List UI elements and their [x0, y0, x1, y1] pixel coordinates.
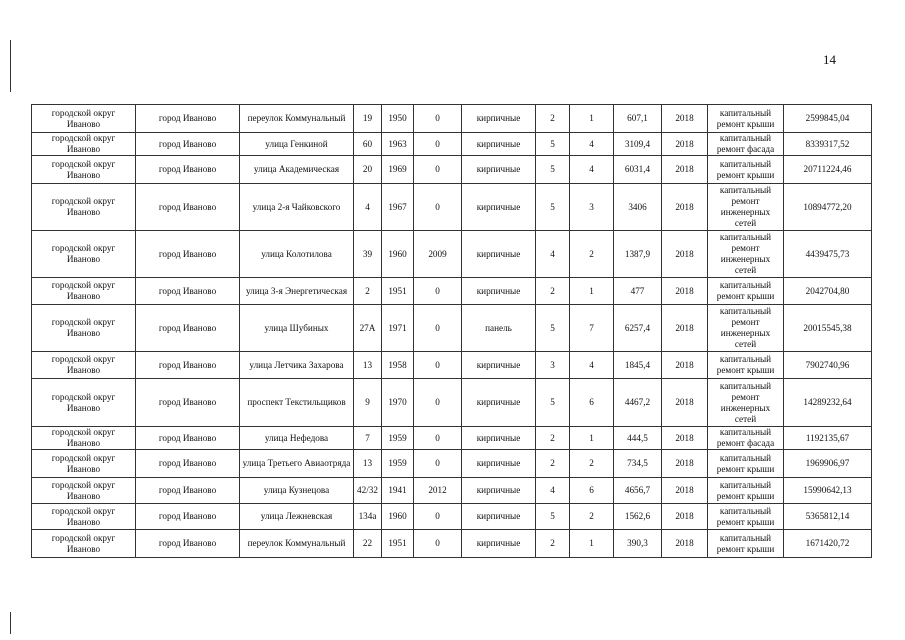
cell-district: городской округ Иваново: [32, 105, 136, 133]
cell-house-number: 22: [354, 530, 382, 558]
cell-wall-material: кирпичные: [462, 530, 536, 558]
cell-entrances: 1: [570, 105, 614, 133]
cell-repair-year: 2018: [662, 504, 708, 530]
cell-area: 477: [614, 278, 662, 305]
cell-reconstruction-year: 0: [414, 278, 462, 305]
cell-cost: 15990642,13: [784, 478, 872, 504]
table-row: [32, 352, 872, 379]
cell-city: город Иваново: [136, 133, 240, 156]
cell-reconstruction-year: 0: [414, 184, 462, 231]
cell-area: 4467,2: [614, 379, 662, 427]
cell-reconstruction-year: 0: [414, 156, 462, 184]
cell-city: город Иваново: [136, 305, 240, 352]
cell-cost: 1192135,67: [784, 427, 872, 450]
cell-district: городской округ Иваново: [32, 305, 136, 352]
cell-reconstruction-year: 0: [414, 427, 462, 450]
cell-city: город Иваново: [136, 504, 240, 530]
cell-repair-type: капитальный ремонт крыши: [708, 156, 784, 184]
cell-built-year: 1969: [382, 156, 414, 184]
cell-repair-type: капитальный ремонт крыши: [708, 478, 784, 504]
cell-entrances: 4: [570, 352, 614, 379]
cell-district: городской округ Иваново: [32, 278, 136, 305]
cell-entrances: 7: [570, 305, 614, 352]
cell-entrances: 6: [570, 379, 614, 427]
cell-house-number: 42/32: [354, 478, 382, 504]
cell-area: 1387,9: [614, 231, 662, 278]
cell-street: улица Кузнецова: [240, 478, 354, 504]
cell-entrances: 2: [570, 504, 614, 530]
cell-house-number: 13: [354, 450, 382, 478]
cell-area: 3406: [614, 184, 662, 231]
cell-cost: 8339317,52: [784, 133, 872, 156]
table-row: [32, 379, 872, 427]
cell-cost: 2042704,80: [784, 278, 872, 305]
table-row: [32, 450, 872, 478]
cell-district: городской округ Иваново: [32, 379, 136, 427]
table-body: [32, 105, 872, 558]
cell-street: улица 3-я Энергетическая: [240, 278, 354, 305]
cell-built-year: 1960: [382, 231, 414, 278]
cell-house-number: 27А: [354, 305, 382, 352]
cell-house-number: 20: [354, 156, 382, 184]
cell-area: 444,5: [614, 427, 662, 450]
cell-street: улица Третьего Авиаотряда: [240, 450, 354, 478]
cell-area: 390,3: [614, 530, 662, 558]
cell-district: городской округ Иваново: [32, 427, 136, 450]
cell-street: улица Колотилова: [240, 231, 354, 278]
cell-house-number: 39: [354, 231, 382, 278]
cell-built-year: 1970: [382, 379, 414, 427]
cell-city: город Иваново: [136, 427, 240, 450]
cell-wall-material: панель: [462, 305, 536, 352]
cell-repair-year: 2018: [662, 231, 708, 278]
table-row: [32, 504, 872, 530]
cell-city: город Иваново: [136, 278, 240, 305]
cell-cost: 14289232,64: [784, 379, 872, 427]
cell-wall-material: кирпичные: [462, 278, 536, 305]
cell-built-year: 1960: [382, 504, 414, 530]
cell-repair-year: 2018: [662, 450, 708, 478]
cell-district: городской округ Иваново: [32, 184, 136, 231]
cell-wall-material: кирпичные: [462, 379, 536, 427]
cell-street: переулок Коммунальный: [240, 530, 354, 558]
cell-floors: 3: [536, 352, 570, 379]
table-row: [32, 184, 872, 231]
cell-wall-material: кирпичные: [462, 156, 536, 184]
cell-repair-type: капитальный ремонт крыши: [708, 278, 784, 305]
cell-entrances: 1: [570, 530, 614, 558]
cell-built-year: 1963: [382, 133, 414, 156]
cell-entrances: 1: [570, 278, 614, 305]
table-row: [32, 305, 872, 352]
cell-house-number: 19: [354, 105, 382, 133]
cell-city: город Иваново: [136, 156, 240, 184]
cell-cost: 1969906,97: [784, 450, 872, 478]
cell-reconstruction-year: 0: [414, 305, 462, 352]
cell-floors: 2: [536, 427, 570, 450]
cell-repair-type: капитальный ремонт крыши: [708, 504, 784, 530]
cell-city: город Иваново: [136, 231, 240, 278]
cell-repair-type: капитальный ремонт крыши: [708, 450, 784, 478]
cell-floors: 4: [536, 478, 570, 504]
cell-street: улица Летчика Захарова: [240, 352, 354, 379]
cell-area: 1562,6: [614, 504, 662, 530]
cell-repair-type: капитальный ремонт инженерных сетей: [708, 231, 784, 278]
cell-reconstruction-year: 0: [414, 105, 462, 133]
cell-repair-year: 2018: [662, 278, 708, 305]
cell-built-year: 1951: [382, 530, 414, 558]
cell-city: город Иваново: [136, 478, 240, 504]
cell-repair-year: 2018: [662, 156, 708, 184]
cell-built-year: 1971: [382, 305, 414, 352]
cell-district: городской округ Иваново: [32, 133, 136, 156]
table-row: [32, 478, 872, 504]
cell-built-year: 1958: [382, 352, 414, 379]
cell-cost: 20711224,46: [784, 156, 872, 184]
cell-cost: 20015545,38: [784, 305, 872, 352]
cell-built-year: 1967: [382, 184, 414, 231]
cell-repair-year: 2018: [662, 478, 708, 504]
cell-wall-material: кирпичные: [462, 478, 536, 504]
cell-entrances: 4: [570, 133, 614, 156]
cell-floors: 5: [536, 305, 570, 352]
cell-wall-material: кирпичные: [462, 352, 536, 379]
cell-area: 6257,4: [614, 305, 662, 352]
page-number: 14: [823, 52, 836, 67]
cell-repair-year: 2018: [662, 379, 708, 427]
cell-floors: 2: [536, 450, 570, 478]
cell-wall-material: кирпичные: [462, 105, 536, 133]
cell-floors: 5: [536, 379, 570, 427]
cell-repair-year: 2018: [662, 133, 708, 156]
cell-house-number: 9: [354, 379, 382, 427]
cell-entrances: 4: [570, 156, 614, 184]
table-row: [32, 427, 872, 450]
cell-repair-type: капитальный ремонт инженерных сетей: [708, 305, 784, 352]
cell-cost: 7902740,96: [784, 352, 872, 379]
cell-area: 607,1: [614, 105, 662, 133]
cell-repair-type: капитальный ремонт крыши: [708, 105, 784, 133]
table-row: [32, 278, 872, 305]
cell-repair-year: 2018: [662, 305, 708, 352]
cell-reconstruction-year: 0: [414, 133, 462, 156]
cell-built-year: 1959: [382, 427, 414, 450]
cell-area: 1845,4: [614, 352, 662, 379]
cell-cost: 1671420,72: [784, 530, 872, 558]
cell-floors: 5: [536, 156, 570, 184]
cell-built-year: 1959: [382, 450, 414, 478]
scan-mark-top-left: [10, 40, 11, 92]
cell-repair-year: 2018: [662, 105, 708, 133]
cell-floors: 2: [536, 105, 570, 133]
cell-city: город Иваново: [136, 379, 240, 427]
cell-repair-year: 2018: [662, 352, 708, 379]
cell-repair-year: 2018: [662, 530, 708, 558]
cell-street: улица Академическая: [240, 156, 354, 184]
cell-house-number: 13: [354, 352, 382, 379]
cell-entrances: 2: [570, 231, 614, 278]
cell-reconstruction-year: 0: [414, 352, 462, 379]
cell-house-number: 4: [354, 184, 382, 231]
cell-entrances: 3: [570, 184, 614, 231]
cell-city: город Иваново: [136, 450, 240, 478]
cell-repair-type: капитальный ремонт крыши: [708, 352, 784, 379]
cell-wall-material: кирпичные: [462, 184, 536, 231]
cell-district: городской округ Иваново: [32, 156, 136, 184]
cell-reconstruction-year: 0: [414, 530, 462, 558]
cell-area: 3109,4: [614, 133, 662, 156]
cell-reconstruction-year: 2012: [414, 478, 462, 504]
cell-built-year: 1941: [382, 478, 414, 504]
cell-wall-material: кирпичные: [462, 504, 536, 530]
cell-cost: 5365812,14: [784, 504, 872, 530]
cell-street: улица 2-я Чайковского: [240, 184, 354, 231]
cell-built-year: 1950: [382, 105, 414, 133]
table-row: [32, 133, 872, 156]
cell-house-number: 134а: [354, 504, 382, 530]
cell-repair-type: капитальный ремонт инженерных сетей: [708, 184, 784, 231]
cell-wall-material: кирпичные: [462, 427, 536, 450]
cell-repair-type: капитальный ремонт крыши: [708, 530, 784, 558]
cell-city: город Иваново: [136, 530, 240, 558]
cell-district: городской округ Иваново: [32, 231, 136, 278]
cell-cost: 2599845,04: [784, 105, 872, 133]
cell-area: 734,5: [614, 450, 662, 478]
cell-floors: 5: [536, 184, 570, 231]
cell-house-number: 7: [354, 427, 382, 450]
cell-wall-material: кирпичные: [462, 133, 536, 156]
cell-repair-year: 2018: [662, 184, 708, 231]
cell-entrances: 6: [570, 478, 614, 504]
cell-floors: 2: [536, 278, 570, 305]
cell-city: город Иваново: [136, 352, 240, 379]
cell-floors: 5: [536, 504, 570, 530]
cell-repair-type: капитальный ремонт инженерных сетей: [708, 379, 784, 427]
cell-wall-material: кирпичные: [462, 450, 536, 478]
cell-repair-type: капитальный ремонт фасада: [708, 427, 784, 450]
cell-district: городской округ Иваново: [32, 530, 136, 558]
cell-repair-year: 2018: [662, 427, 708, 450]
cell-reconstruction-year: 0: [414, 504, 462, 530]
cell-street: улица Нефедова: [240, 427, 354, 450]
cell-entrances: 2: [570, 450, 614, 478]
cell-floors: 2: [536, 530, 570, 558]
cell-district: городской округ Иваново: [32, 478, 136, 504]
cell-area: 6031,4: [614, 156, 662, 184]
cell-reconstruction-year: 0: [414, 450, 462, 478]
table-row: [32, 156, 872, 184]
cell-city: город Иваново: [136, 105, 240, 133]
cell-city: город Иваново: [136, 184, 240, 231]
housing-repair-table: [31, 104, 872, 558]
cell-district: городской округ Иваново: [32, 504, 136, 530]
cell-wall-material: кирпичные: [462, 231, 536, 278]
cell-area: 4656,7: [614, 478, 662, 504]
cell-street: улица Шубиных: [240, 305, 354, 352]
cell-floors: 4: [536, 231, 570, 278]
cell-street: улица Лежневская: [240, 504, 354, 530]
cell-reconstruction-year: 0: [414, 379, 462, 427]
table-row: [32, 105, 872, 133]
cell-entrances: 1: [570, 427, 614, 450]
cell-cost: 10894772,20: [784, 184, 872, 231]
cell-built-year: 1951: [382, 278, 414, 305]
cell-floors: 5: [536, 133, 570, 156]
cell-district: городской округ Иваново: [32, 352, 136, 379]
table-row: [32, 231, 872, 278]
cell-street: улица Генкиной: [240, 133, 354, 156]
cell-cost: 4439475,73: [784, 231, 872, 278]
scan-mark-bottom-left: [10, 612, 11, 634]
cell-street: проспект Текстильщиков: [240, 379, 354, 427]
cell-house-number: 60: [354, 133, 382, 156]
cell-street: переулок Коммунальный: [240, 105, 354, 133]
table-row: [32, 530, 872, 558]
cell-reconstruction-year: 2009: [414, 231, 462, 278]
cell-district: городской округ Иваново: [32, 450, 136, 478]
cell-house-number: 2: [354, 278, 382, 305]
cell-repair-type: капитальный ремонт фасада: [708, 133, 784, 156]
